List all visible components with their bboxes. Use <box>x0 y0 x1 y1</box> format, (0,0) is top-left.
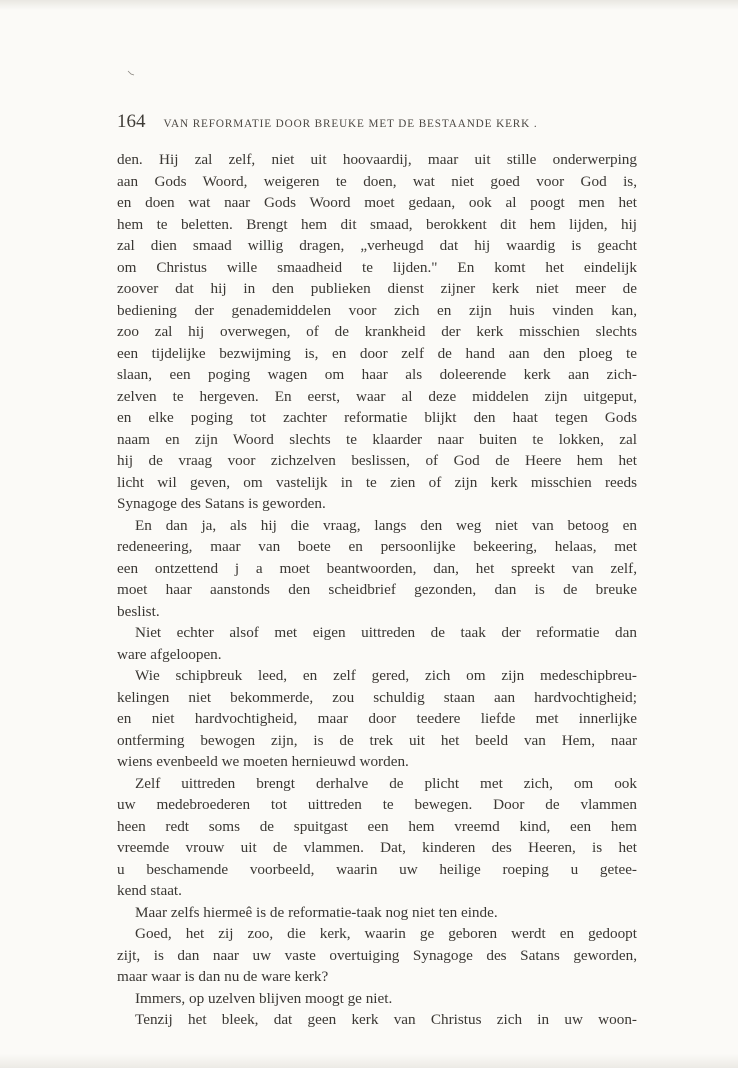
text-line: zelven te hergeven. En eerst, waar al deze middelen zijn uitgeput, <box>117 387 637 405</box>
text-line: u beschamende voorbeeld, waarin uw heilige roeping u getee- <box>117 860 637 878</box>
text-line: zal dien smaad willig dragen, „verheugd dat hij waardig is geacht <box>117 237 637 254</box>
text-line: zijt, is dan naar uw vaste overtuiging Synagoge des Satans geworden, <box>117 946 637 964</box>
text-line: een ontzettend j a moet beantwoorden, dan, het spreekt van zelf, <box>117 559 637 577</box>
text-line: en doen wat naar Gods Woord moet gedaan, ook al poogt men het <box>117 194 637 211</box>
page-number: 164 <box>117 111 146 132</box>
page-header <box>117 111 637 133</box>
text-line: zoo zal hij overwegen, of de krankheid der kerk misschien slechts <box>117 323 637 340</box>
text-line: Immers, op uzelven blijven moogt ge niet. <box>135 989 393 1007</box>
text-line: Synagoge des Satans is geworden. <box>117 495 326 512</box>
text-line: aan Gods Woord, weigeren te doen, wat niet goed voor God is, <box>117 172 637 190</box>
text-line: en elke poging tot zachter reformatie blijkt den haat tegen Gods <box>117 409 637 426</box>
text-line: Zelf uittreden brengt derhalve de plicht met zich, om ook <box>135 774 637 792</box>
text-line: kend staat. <box>117 882 182 899</box>
text-line: beslist. <box>117 602 160 620</box>
text-line: maar waar is dan nu de ware kerk? <box>117 968 329 985</box>
text-line: bediening der genademiddelen voor zich en zijn huis vinden kan, <box>117 301 637 319</box>
text-line: om Christus wille smaadheid te lijden." En komt het eindelijk <box>117 258 637 276</box>
text-line: slaan, een poging wagen om haar als doleerende kerk aan zich- <box>117 366 637 383</box>
text-line: zoover dat hij in den publieken dienst zijner kerk niet meer de <box>117 280 637 297</box>
text-line: hem te beletten. Brengt hem dit smaad, berokkent dit hem lijden, hij <box>117 215 637 233</box>
text-line: Maar zelfs hiermeê is de reformatie-taak nog niet ten einde. <box>135 903 498 921</box>
text-line: uw medebroederen tot uittreden te bewegen. Door de vlammen <box>117 796 637 813</box>
text-line: den. Hij zal zelf, niet uit hoovaardij, maar uit stille onderwerping <box>117 151 637 168</box>
text-line: vreemde vrouw uit de vlammen. Dat, kinderen des Heeren, is het <box>117 839 637 856</box>
text-line: ware afgeloopen. <box>117 645 222 663</box>
text-line: wiens evenbeeld we moeten hernieuwd worden. <box>117 753 409 770</box>
text-line: Niet echter alsof met eigen uittreden de taak der reformatie dan <box>135 624 637 641</box>
text-line: kelingen niet bekommerde, zou schuldig staan aan hardvochtigheid; <box>117 688 637 706</box>
text-line: Tenzij het bleek, dat geen kerk van Christus zich in uw woon- <box>135 1011 637 1028</box>
running-head: VAN REFORMATIE DOOR BREUKE MET DE BESTAANDE KERK . <box>163 118 538 130</box>
text-line: Wie schipbreuk leed, en zelf gered, zich om zijn medeschipbreu- <box>135 667 637 684</box>
ink-speck <box>127 70 135 78</box>
text-line: Goed, het zij zoo, die kerk, waarin ge geboren werdt en gedoopt <box>135 925 637 942</box>
text-line: en niet hardvochtigheid, maar door teedere liefde met innerlijke <box>117 710 637 727</box>
text-line: licht wil geven, om vastelijk in te zien of zijn kerk misschien reeds <box>117 473 637 491</box>
text-line: ontferming bewogen zijn, is de trek uit het beeld van Hem, naar <box>117 731 637 749</box>
body-text <box>117 149 637 1031</box>
text-line: hij de vraag voor zichzelven beslissen, of God de Heere hem het <box>117 452 637 469</box>
text-line: En dan ja, als hij die vraag, langs den weg niet van betoog en <box>135 516 637 534</box>
text-line: een tijdelijke bezwijming is, en door zelf de hand aan den ploeg te <box>117 344 637 362</box>
text-line: redeneering, maar van boete en persoonlijke bekeering, helaas, met <box>117 538 637 555</box>
text-line: naam en zijn Woord slechts te klaarder naar buiten te lokken, zal <box>117 430 637 448</box>
scan-bottom-edge <box>0 1054 738 1068</box>
text-line: moet haar aanstonds den scheidbrief gezonden, dan is de breuke <box>117 581 637 598</box>
scan-top-edge <box>0 0 738 10</box>
text-line: heen redt soms de spuitgast een hem vreemd kind, een hem <box>117 817 637 835</box>
